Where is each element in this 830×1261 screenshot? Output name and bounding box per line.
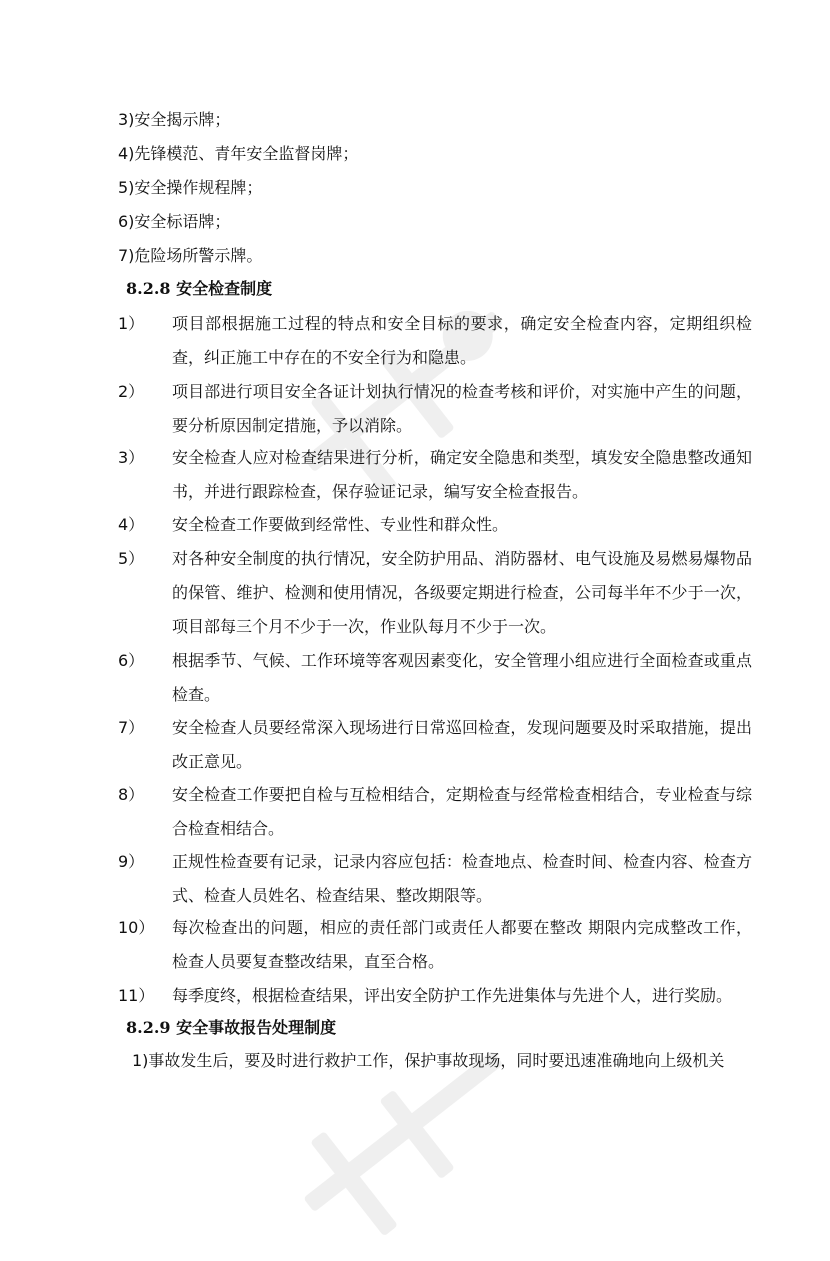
item-text: 每次检查出的问题，相应的责任部门或责任人都要在整改 期限内完成整改工作，检查人员要复查整改结果，直至合格。	[172, 918, 752, 971]
item-text: 安全检查人员要经常深入现场进行日常巡回检查，发现问题要及时采取措施，提出改正意见。	[172, 718, 752, 771]
item-text: 项目部根据施工过程的特点和安全目标的要求，确定安全检查内容，定期组织检查，纠正施工中存在的不安全行为和隐患。	[172, 314, 752, 367]
item-number: 1）	[118, 314, 145, 333]
item-text: 根据季节、气候、工作环境等客观因素变化，安全管理小组应进行全面检查或重点检查。	[172, 651, 752, 704]
item-number: 6）	[118, 651, 145, 670]
item-number: 2）	[118, 382, 145, 401]
item-text: 正规性检查要有记录，记录内容应包括：检查地点、检查时间、检查内容、检查方式、检查人员姓名、检查结果、整改期限等。	[172, 852, 752, 905]
list-item: 3)安全揭示牌；	[118, 110, 231, 129]
item-number: 7）	[118, 718, 145, 737]
item-number: 8）	[118, 785, 145, 804]
list-item: 6)安全标语牌；	[118, 212, 231, 231]
item-number: 9）	[118, 852, 145, 871]
list-item: 4)先锋模范、青年安全监督岗牌；	[118, 144, 359, 163]
item-text: 每季度终，根据检查结果，评出安全防护工作先进集体与先进个人，进行奖励。	[172, 986, 733, 1005]
item-text: 安全检查工作要把自检与互检相结合，定期检查与经常检查相结合，专业检查与综合检查相结合。	[172, 785, 752, 838]
item-number: 4）	[118, 515, 145, 534]
paragraph-line: 1)事故发生后，要及时进行救护工作，保护事故现场，同时要迅速准确地向上级机关	[132, 1051, 725, 1070]
section-heading: 8.2.8 安全检查制度	[126, 279, 273, 298]
item-number: 10）	[118, 918, 155, 937]
item-text: 项目部进行项目安全各证计划执行情况的检查考核和评价，对实施中产生的问题，要分析原因制定措施，予以消除。	[172, 382, 752, 435]
list-item: 5)安全操作规程牌；	[118, 178, 263, 197]
item-number: 11）	[118, 986, 155, 1005]
item-text: 安全检查工作要做到经常性、专业性和群众性。	[172, 515, 509, 534]
item-text: 对各种安全制度的执行情况，安全防护用品、消防器材、电气设施及易燃易爆物品的保管、维护、检测和使用情况，各级要定期进行检查，公司每半年不少于一次，项目部每三个月不少于一次，作业队每月不少于一次。	[172, 549, 752, 636]
item-number: 5）	[118, 549, 145, 568]
item-number: 3）	[118, 448, 145, 467]
section-heading: 8.2.9 安全事故报告处理制度	[126, 1018, 337, 1037]
item-text: 安全检查人应对检查结果进行分析，确定安全隐患和类型，填发安全隐患整改通知书，并进行跟踪检查，保存验证记录，编写安全检查报告。	[172, 448, 752, 501]
list-item: 7)危险场所警示牌。	[118, 246, 263, 265]
